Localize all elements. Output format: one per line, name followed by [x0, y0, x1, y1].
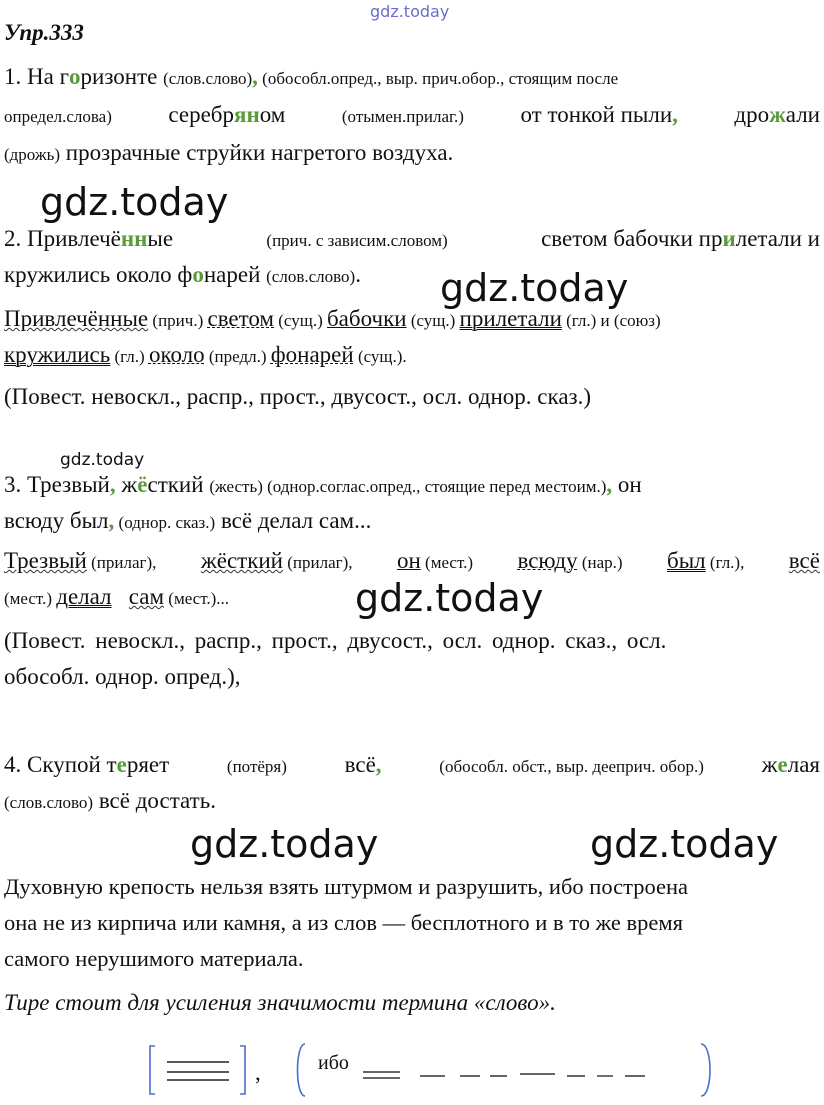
ex2-summary: (Повест. невоскл., распр., прост., двусост., осл. однор. сказ.) — [4, 384, 592, 409]
watermark-3: gdz.today — [60, 450, 145, 470]
quote-line1: Духовную крепость нельзя взять штурмом и разрушить, ибо построена — [4, 874, 689, 899]
main-clause-bracket — [150, 1046, 245, 1094]
subordinate-clause-lines — [363, 1072, 645, 1078]
watermark-2: gdz.today — [440, 266, 629, 310]
watermark-1: gdz.today — [40, 180, 229, 224]
quote-line2: она не из кирпича или камня, а из слов — бесплотного и в то же время — [4, 910, 683, 935]
subordinate-clause-bracket — [298, 1044, 711, 1096]
scheme-drawing — [145, 1038, 725, 1100]
ex2-line2: кружились около фонарей (слов.слово). — [4, 262, 361, 287]
ex2-line1: 2. Привлечённые (прич. с зависим.словом) светом бабочки прилетали и — [4, 226, 820, 251]
ex1-line3: (дрожь) прозрачные струйки нагретого воздуха. — [4, 140, 454, 165]
punctuation-note: Тире стоит для усиления значимости термина «слово». — [4, 990, 556, 1015]
exercise-title: Упр.333 — [4, 20, 84, 45]
ex2-parse-line1: Привлечённые (прич.) светом (сущ.) бабочки (сущ.) прилетали (гл.) и (союз) — [4, 306, 661, 331]
main-clause-lines — [167, 1062, 229, 1080]
ex3-parse-line1: Трезвый (прилаг), жёсткий (прилаг), он (мест.) всюду (нар.) был (гл.), всё — [4, 548, 820, 573]
ex3-line1: 3. Трезвый, жёсткий (жесть) (однор.соглас.опред., стоящие перед местоим.), он — [4, 472, 642, 497]
ex2-parse-line2: кружились (гл.) около (предл.) фонарей (сущ.). — [4, 342, 407, 367]
watermark-5: gdz.today — [190, 822, 379, 866]
watermark-6: gdz.today — [590, 822, 779, 866]
ex3-parse-line2: (мест.) делал сам (мест.)... — [4, 584, 230, 609]
ex4-line1: 4. Скупой теряет (потёря) всё, (обособл. обст., выр. дееприч. обор.) желая — [4, 752, 820, 777]
watermark-top: gdz.today — [370, 2, 450, 21]
ex1-line1: 1. На горизонте (слов.слово), (обособл.опред., выр. прич.обор., стоящим после — [4, 64, 619, 89]
ex3-line2: всюду был, (однор. сказ.) всё делал сам... — [4, 508, 372, 533]
ex3-summary-line1: (Повест. невоскл., распр., прост., двусост., осл. однор. сказ., осл. — [4, 628, 667, 653]
quote-line3: самого нерушимого материала. — [4, 946, 304, 971]
ex3-summary-line2: обособл. однор. опред.), — [4, 664, 241, 689]
ex1-line2: определ.слова) серебряном (отымен.прилаг.) от тонкой пыли, дрожали — [4, 102, 820, 127]
sentence-scheme — [145, 1038, 725, 1100]
scheme-comma: , — [255, 1060, 261, 1085]
watermark-4: gdz.today — [355, 576, 544, 620]
ex4-line2: (слов.слово) всё достать. — [4, 788, 216, 813]
scheme-conjunction: ибо — [318, 1052, 349, 1074]
